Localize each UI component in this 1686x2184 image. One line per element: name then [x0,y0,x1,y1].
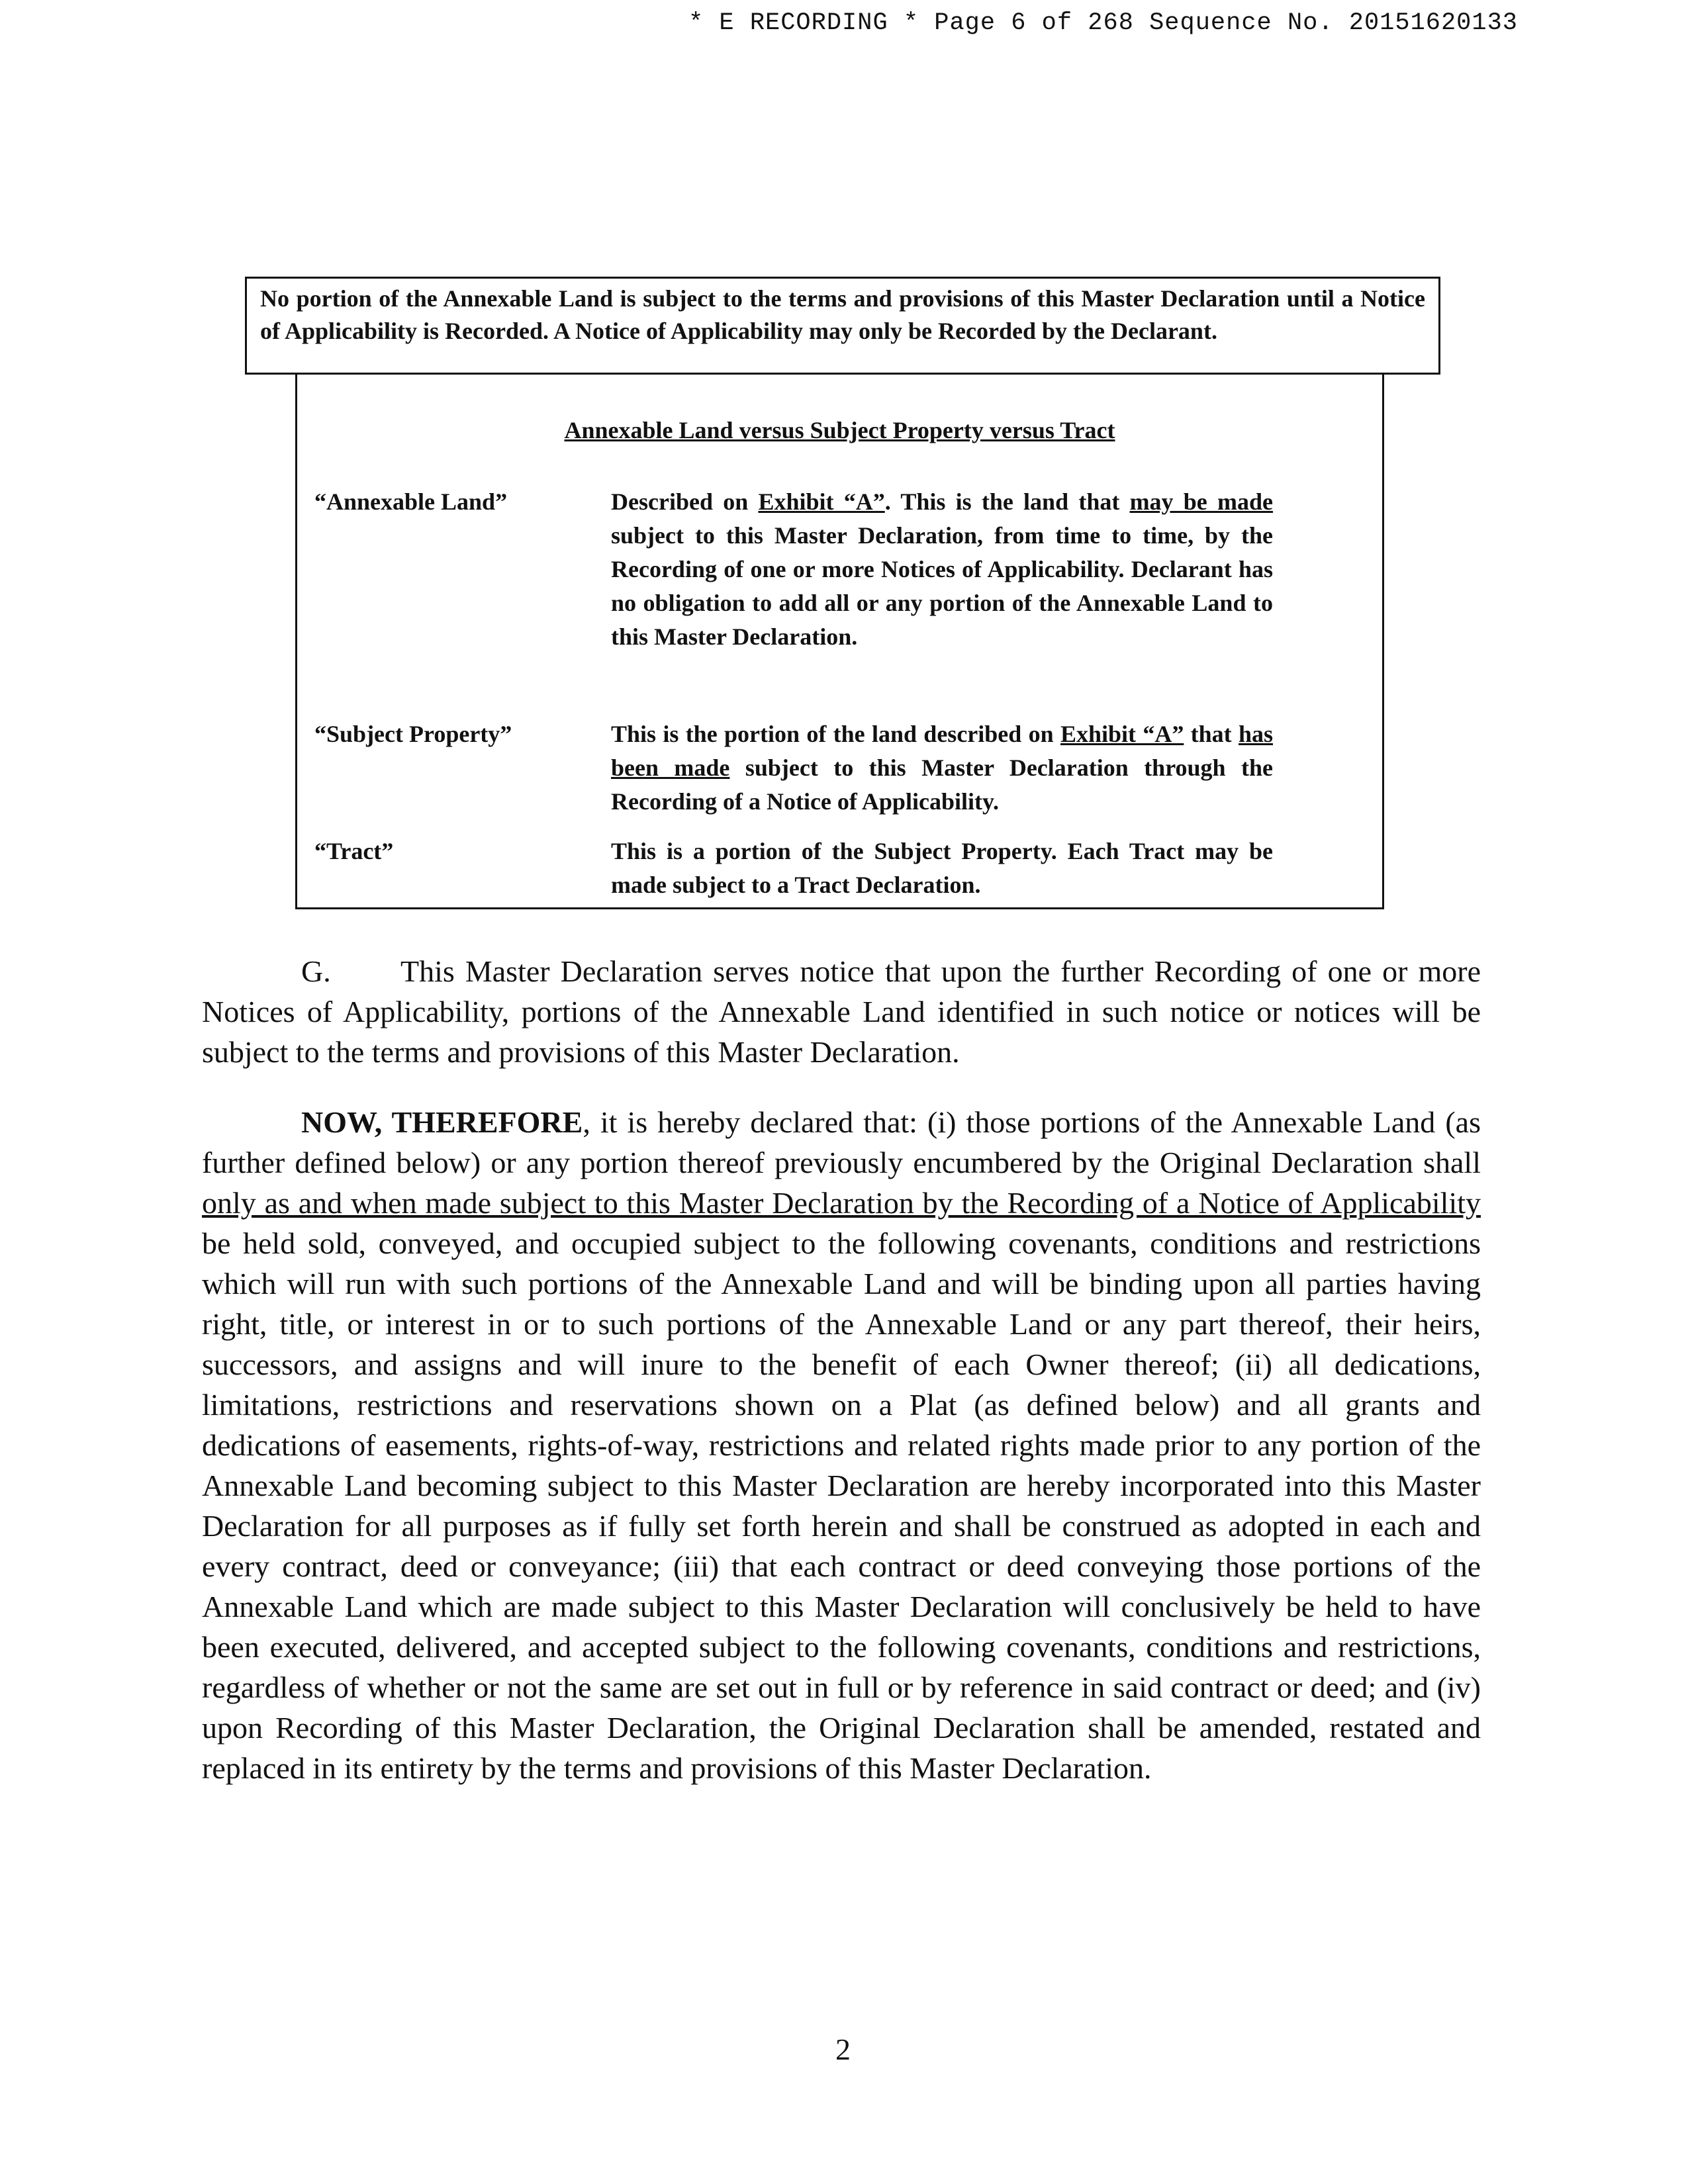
emphasis-underline: has been made [611,721,1274,781]
paragraph-now-therefore: NOW, THEREFORE, it is hereby declared that: (i) those portions of the Annexable Land (as further defined below) or any portion thereof previously encumbered by the Original Declaration shall only as and when made subject to this Master Declaration by the Recording of a Notice of Applicability be held sold, conveyed, and occupied subject to the following covenants, conditions and restrictions which will run with such portions of the Annexable Land and will be binding upon all parties having right, title, or interest in or to such portions of the Annexable Land or any part thereof, their heirs, successors, and assigns and will inure to the benefit of each Owner thereof; (ii) all dedications, limitations, restrictions and reservations shown on a Plat (as defined below) and all grants and dedications of easements, rights-of-way, restrictions and related rights made prior to any portion of the Annexable Land becoming subject to this Master Declaration are hereby incorporated into this Master Declaration for all purposes as if fully set forth herein and shall be construed as adopted in each and every contract, deed or conveyance; (iii) that each contract or deed conveying those portions of the Annexable Land which are made subject to this Master Declaration will conclusively be held to have been executed, delivered, and accepted subject to the following covenants, conditions and restrictions, regardless of whether or not the same are set out in full or by reference in said contract or deed; and (iv) upon Recording of this Master Declaration, the Original Declaration shall be amended, restated and replaced in its entirety by the terms and provisions of this Master Declaration. [202,1105,1481,1785]
definitions-title: Annexable Land versus Subject Property versus Tract [564,417,1115,443]
definition-description: Described on Exhibit “A”. This is the land that may be made subject to this Master Declaration, from time to time, by the Recording of one or more Notices of Applicability. Declarant has no obligation to add all or any portion of the Annexable Land to this Master Declaration. [611,488,1273,650]
definitions-box [295,373,1384,909]
paragraph-lead: NOW, THEREFORE [301,1105,583,1139]
exhibit-reference: Exhibit “A” [758,488,885,515]
definition-term: “Tract” [314,838,394,864]
definition-term: “Annexable Land” [314,488,508,515]
paragraph-text: This Master Declaration serves notice that upon the further Recording of one or more Notices of Applicability, portions of the Annexable Land identified in such notice or notices will be subject to the terms and provisions of this Master Declaration. [202,954,1481,1069]
definition-description: This is the portion of the land described on Exhibit “A” that has been made subject to this Master Declaration through the Recording of a Notice of Applicability. [611,721,1274,815]
definition-description: This is a portion of the Subject Property. Each Tract may be made subject to a Tract Declaration. [611,838,1273,898]
underlined-clause: only as and when made subject to this Master Declaration by the Recording of a Notice of Applicability [202,1186,1481,1220]
definition-term: “Subject Property” [314,721,512,747]
page-number: 2 [835,2032,851,2066]
notice-box: No portion of the Annexable Land is subject to the terms and provisions of this Master Declaration until a Notice of Applicability is Recorded. A Notice of Applicability may only be Recorded by the Declarant. [245,277,1440,375]
paragraph-label: G. [301,954,331,988]
emphasis-underline: may be made [1129,488,1273,515]
paragraph-g [202,951,1481,1072]
recording-header: * E RECORDING * Page 6 of 268 Sequence No. 20151620133 [688,9,1518,37]
exhibit-reference: Exhibit “A” [1060,721,1184,747]
